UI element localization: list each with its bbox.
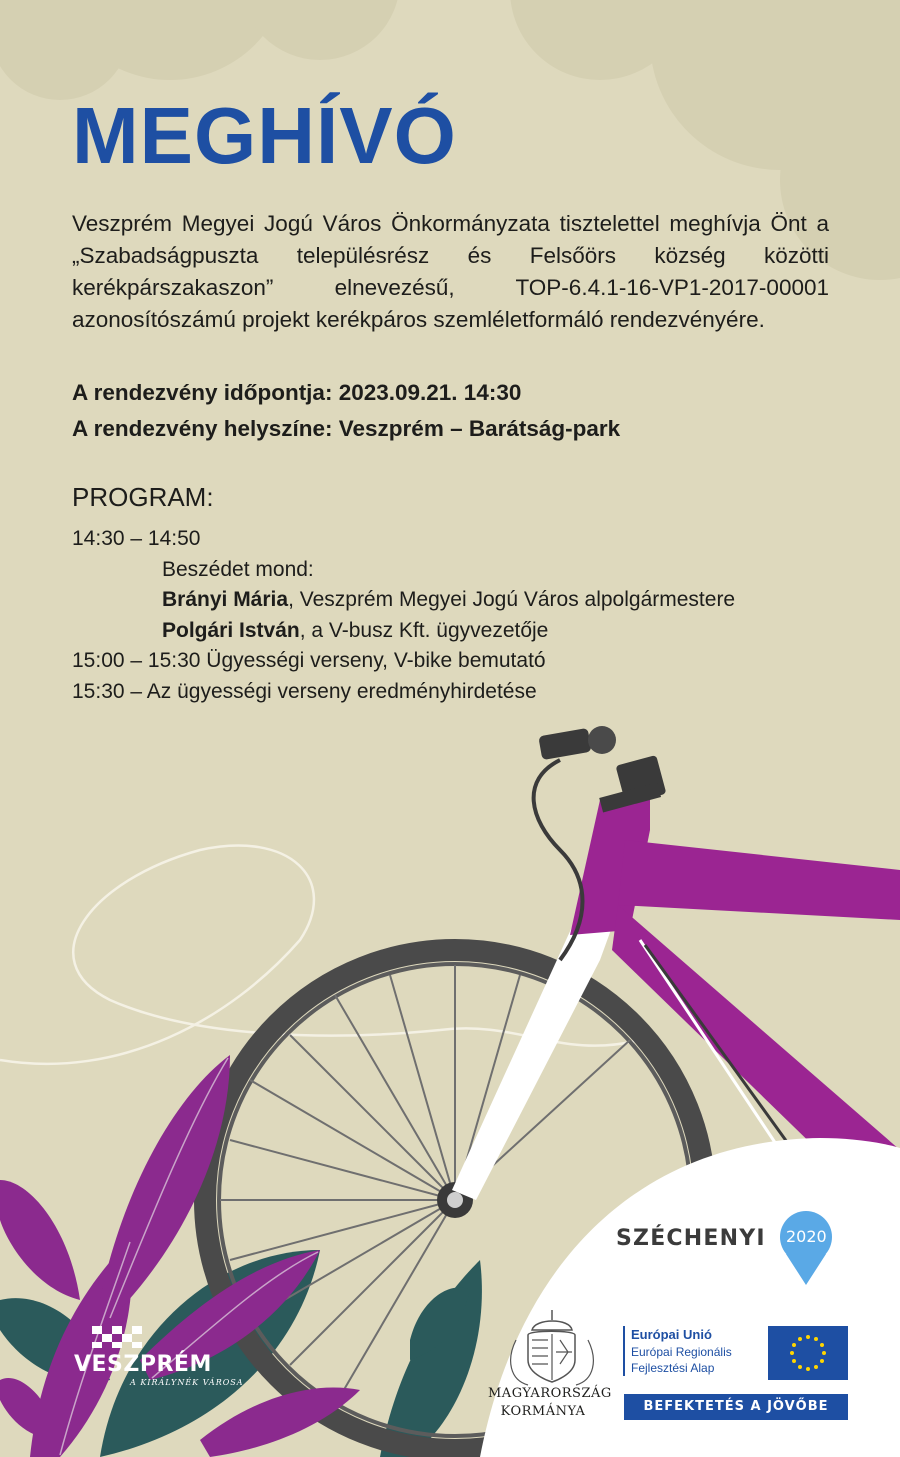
invitation-text: Veszprém Megyei Jogú Város Önkormányzata tisztelettel meghívja Önt a „Szabadságpuszta településrész és Felsőörs község közötti kerékpárszakaszon” elnevezésű, TOP-6.4.1-16-VP1-2017-00001 azonosítószámú projekt kerékpáros szemléletformáló rendezvényére. (72, 211, 829, 332)
eu-line-3: Fejlesztési Alap (631, 1361, 715, 1375)
government-logo-line1: MAGYARORSZÁG (488, 1386, 612, 1401)
szechenyi-logo-year: 2020 (786, 1227, 827, 1246)
speech-label: Beszédet mond: (162, 557, 314, 581)
program-list (72, 524, 852, 707)
speaker-1-name: Brányi Mária (162, 588, 289, 611)
eu-fund-text (623, 1326, 732, 1376)
speaker-2 (72, 616, 852, 647)
eu-line-2: Európai Regionális (631, 1345, 732, 1359)
program-heading: PROGRAM: (72, 482, 214, 512)
invest-banner: BEFEKTETÉS A JÖVŐBE (624, 1394, 848, 1420)
program-slot-3 (72, 677, 852, 708)
program-slot-2-time: 15:00 – 15:30 (72, 649, 201, 672)
program-slot-2 (72, 646, 852, 677)
government-logo-line2: KORMÁNYA (500, 1404, 586, 1419)
speaker-2-name: Polgári István (162, 618, 300, 642)
program-slot-3-text: Az ügyességi verseny eredményhirdetése (146, 679, 537, 703)
speaker-1-role: , Veszprém Megyei Jogú Város alpolgármestere (288, 588, 736, 611)
veszprem-logo-tagline: A KIRÁLYNÉK VÁROSA (130, 1378, 244, 1387)
speaker-2-role: , a V-busz Kft. ügyvezetője (299, 618, 549, 642)
program-slot-2-text: Ügyességi verseny, V-bike bemutató (206, 649, 546, 672)
szechenyi-logo-text: SZÉCHENYI (616, 1226, 766, 1251)
eu-flag-icon (768, 1326, 848, 1380)
event-place: A rendezvény helyszíne: Veszprém – Barátság-park (72, 416, 621, 441)
eu-line-1: Európai Unió (631, 1327, 712, 1342)
veszprem-logo-text: VESZPRÉM (74, 1352, 212, 1377)
page-title: MEGHÍVÓ (72, 91, 457, 180)
program-slot-1-time: 14:30 – 14:50 (72, 527, 201, 550)
event-date: A rendezvény időpontja: 2023.09.21. 14:30 (72, 380, 522, 405)
program-slot-3-time: 15:30 – (72, 679, 143, 703)
speaker-1 (72, 585, 852, 616)
